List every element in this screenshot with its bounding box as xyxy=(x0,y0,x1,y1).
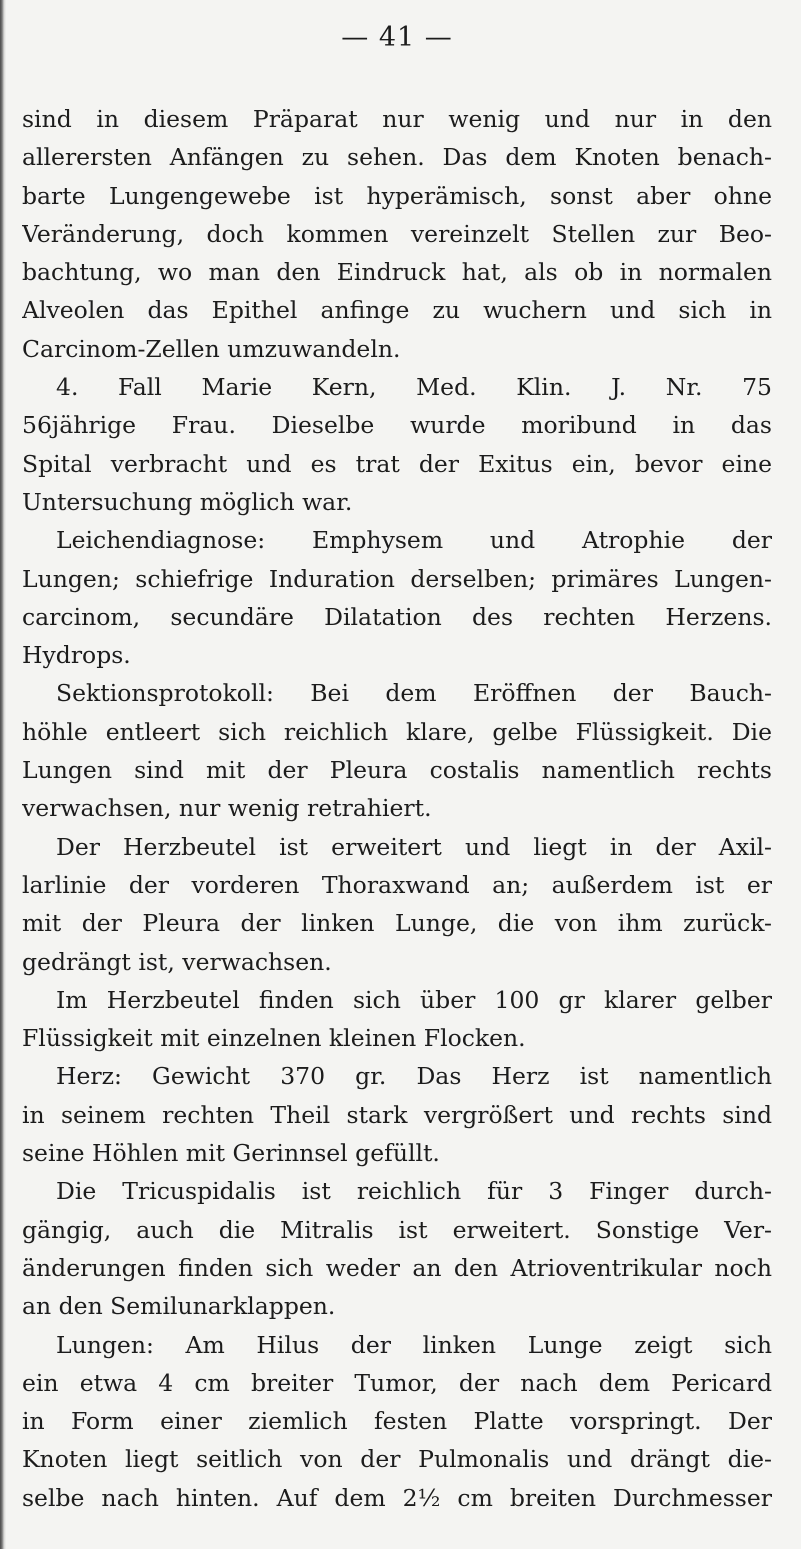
body-text xyxy=(22,100,772,1517)
text-line: 4. Fall Marie Kern, Med. Klin. J. Nr. 75 xyxy=(56,373,772,402)
text-line: Der Herzbeutel ist erweitert und liegt in der Axil- xyxy=(56,832,772,861)
text-line: Hydrops. xyxy=(22,641,131,670)
text-line: in seinem rechten Theil stark vergrößert und rechts sind xyxy=(22,1100,772,1129)
text-line: carcinom, secundäre Dilatation des rechten Herzens. xyxy=(22,602,772,631)
text-line: Leichendiagnose: Emphysem und Atrophie der xyxy=(56,526,772,555)
text-line: seine Höhlen mit Gerinnsel gefüllt. xyxy=(22,1139,440,1168)
text-line: larlinie der vorderen Thoraxwand an; außerdem ist er xyxy=(22,870,772,899)
text-line: Flüssigkeit mit einzelnen kleinen Flocken. xyxy=(22,1024,526,1053)
page-number: — 41 — xyxy=(341,22,453,53)
text-line: höhle entleert sich reichlich klare, gelbe Flüssigkeit. Die xyxy=(22,717,772,746)
text-line: ein etwa 4 cm breiter Tumor, der nach dem Pericard xyxy=(22,1368,772,1397)
text-line: Die Tricuspidalis ist reichlich für 3 Finger durch- xyxy=(56,1177,772,1206)
text-line: allerersten Anfängen zu sehen. Das dem Knoten benach- xyxy=(22,143,772,172)
page-binding-edge xyxy=(0,0,6,1549)
text-line: Lungen: Am Hilus der linken Lunge zeigt sich xyxy=(56,1330,772,1359)
text-line: Carcinom-Zellen umzuwandeln. xyxy=(22,334,401,363)
text-line: sind in diesem Präparat nur wenig und nur in den xyxy=(22,105,772,133)
text-line: barte Lungengewebe ist hyperämisch, sonst aber ohne xyxy=(22,181,772,210)
text-line: Knoten liegt seitlich von der Pulmonalis und drängt die- xyxy=(22,1445,772,1474)
text-line: verwachsen, nur wenig retrahiert. xyxy=(22,794,432,823)
text-line: Spital verbracht und es trat der Exitus ein, bevor eine xyxy=(22,449,772,478)
text-line: 56jährige Frau. Dieselbe wurde moribund in das xyxy=(22,411,772,440)
text-line: an den Semilunarklappen. xyxy=(22,1292,336,1321)
text-line: Sektionsprotokoll: Bei dem Eröffnen der Bauch- xyxy=(56,679,772,708)
text-line: in Form einer ziemlich festen Platte vorspringt. Der xyxy=(22,1407,772,1436)
text-line: Herz: Gewicht 370 gr. Das Herz ist namentlich xyxy=(56,1062,772,1091)
text-line: gängig, auch die Mitralis ist erweitert. Sonstige Ver- xyxy=(22,1215,772,1244)
text-line: selbe nach hinten. Auf dem 2½ cm breiten Durchmesser xyxy=(22,1483,772,1512)
text-line: bachtung, wo man den Eindruck hat, als ob in normalen xyxy=(22,258,772,287)
text-line: Lungen sind mit der Pleura costalis namentlich rechts xyxy=(22,756,772,785)
text-line: mit der Pleura der linken Lunge, die von ihm zurück- xyxy=(22,909,772,938)
text-line: Untersuchung möglich war. xyxy=(22,487,353,516)
text-line: Veränderung, doch kommen vereinzelt Stellen zur Beo- xyxy=(22,219,772,248)
text-line: änderungen finden sich weder an den Atrioventrikular noch xyxy=(22,1253,772,1282)
text-line: Alveolen das Epithel anfinge zu wuchern und sich in xyxy=(22,296,772,325)
text-line: Lungen; schiefrige Induration derselben; primäres Lungen- xyxy=(22,564,772,593)
text-line: Im Herzbeutel finden sich über 100 gr klarer gelber xyxy=(56,985,772,1014)
text-line: gedrängt ist, verwachsen. xyxy=(22,947,332,976)
